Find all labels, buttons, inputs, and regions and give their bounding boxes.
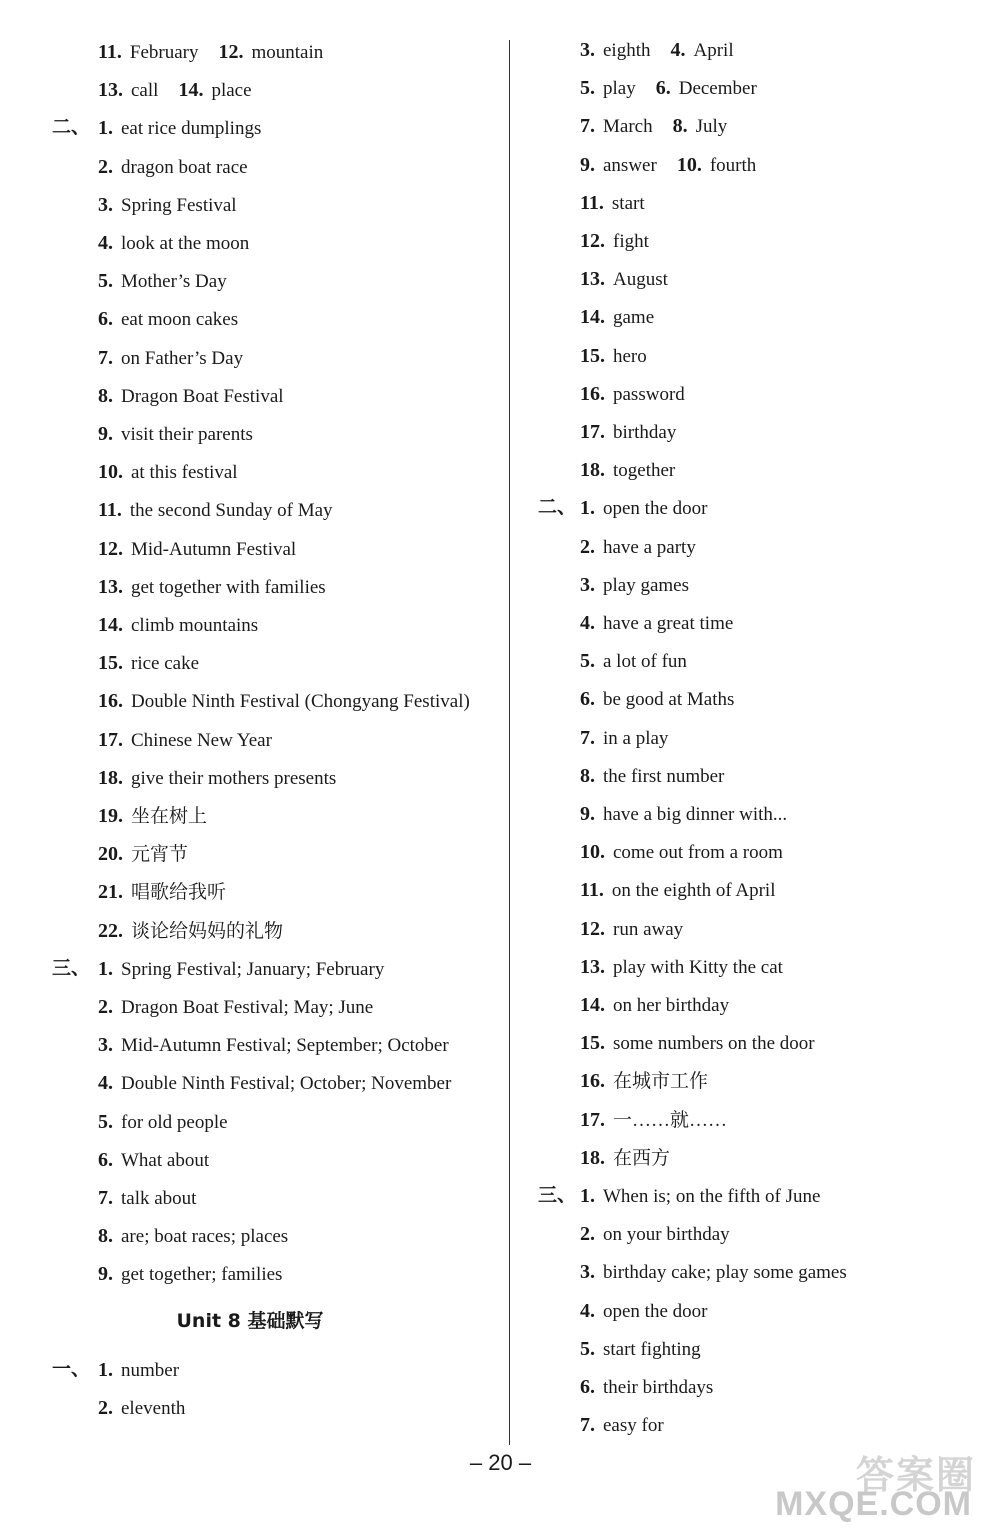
item-answer: Spring Festival; January; February: [121, 958, 385, 980]
answer-row: [98, 228, 249, 258]
answer-row: [580, 73, 757, 103]
answer-row: [98, 954, 384, 984]
item-number: 10.: [98, 461, 123, 484]
item-number: 6.: [98, 1148, 113, 1171]
answer-row: [580, 35, 734, 65]
answer-row: [98, 1183, 196, 1213]
item-answer: answer: [603, 154, 657, 176]
answer-row: [98, 648, 199, 678]
item-number: 11.: [580, 879, 604, 902]
item-number: 3.: [98, 1034, 113, 1057]
item-number: 14.: [178, 79, 204, 102]
answer-row: [98, 763, 336, 793]
item-answer: eat rice dumplings: [121, 118, 262, 140]
answer-row: [580, 1372, 713, 1402]
item-number: 12.: [218, 41, 244, 63]
item-answer: get together with families: [131, 576, 326, 598]
item-answer: August: [613, 269, 668, 291]
item-answer: come out from a room: [613, 842, 783, 864]
answer-row: [98, 1145, 209, 1175]
answer-row: [580, 608, 733, 638]
answer-row: [98, 725, 272, 755]
answer-row: [580, 532, 696, 562]
answer-row: [98, 877, 226, 907]
answer-row: [580, 1334, 701, 1364]
page-number: – 20 –: [469, 1450, 532, 1475]
answer-row: [580, 1410, 664, 1440]
answer-row: [580, 837, 783, 867]
answer-row: [580, 1066, 708, 1096]
item-answer: number: [121, 1360, 180, 1381]
section-marker: 二、: [538, 497, 577, 519]
answer-row: [580, 914, 683, 944]
answer-row: [98, 152, 248, 182]
answer-row: [98, 37, 323, 67]
item-number: 17.: [98, 728, 123, 751]
watermark-mark: 答案圈: [855, 1453, 976, 1497]
item-number: 6.: [98, 308, 113, 331]
item-answer: run away: [613, 918, 684, 940]
item-answer: What about: [121, 1149, 210, 1171]
item-answer: April: [693, 40, 734, 61]
item-number: 10.: [676, 153, 702, 176]
item-answer: fight: [613, 231, 649, 252]
item-number: 2.: [98, 996, 113, 1018]
answer-row: [580, 379, 685, 409]
item-number: 18.: [580, 1146, 605, 1169]
item-number: 4.: [580, 1299, 595, 1322]
watermark-logo: [775, 1442, 990, 1530]
item-number: 8.: [580, 764, 595, 787]
item-number: 4.: [580, 612, 595, 634]
item-answer: talk about: [121, 1188, 197, 1209]
answer-row: [580, 952, 783, 982]
item-answer: visit their parents: [121, 424, 253, 445]
item-number: 18.: [580, 459, 605, 482]
item-number: 19.: [98, 805, 123, 827]
item-answer: Spring Festival: [121, 194, 237, 216]
item-answer: easy for: [603, 1415, 664, 1437]
answer-row: [98, 992, 373, 1022]
item-number: 6.: [655, 77, 671, 100]
column-divider: [509, 40, 510, 1445]
item-number: 15.: [580, 344, 605, 367]
item-number: 16.: [98, 690, 123, 713]
item-number: 2.: [580, 535, 595, 558]
item-answer: for old people: [121, 1111, 228, 1133]
item-number: 20.: [98, 843, 123, 866]
answer-row: [98, 1221, 288, 1251]
item-number: 3.: [98, 193, 113, 216]
answer-row: [580, 1219, 730, 1249]
answer-row: [580, 875, 776, 905]
item-answer: look at the moon: [121, 233, 250, 254]
answer-row: [580, 1028, 815, 1058]
answer-row: [98, 75, 252, 105]
item-answer: 坐在树上: [131, 806, 208, 827]
item-number: 11.: [98, 41, 122, 63]
item-answer: Dragon Boat Festival; May; June: [121, 997, 374, 1018]
item-answer: play with Kitty the cat: [613, 956, 783, 978]
item-number: 10.: [580, 841, 605, 864]
item-number: 17.: [580, 1108, 605, 1131]
item-number: 7.: [580, 1414, 595, 1437]
item-number: 7.: [580, 726, 595, 749]
item-answer: birthday cake; play some games: [603, 1262, 847, 1284]
unit-heading: Unit 8 基础默写: [176, 1310, 324, 1332]
item-answer: 在西方: [613, 1147, 671, 1169]
item-number: 22.: [98, 919, 123, 942]
item-number: 5.: [98, 1110, 113, 1133]
item-answer: call: [131, 80, 159, 102]
answer-row: [98, 801, 207, 831]
item-answer: the first number: [603, 765, 725, 787]
item-answer: rice cake: [131, 653, 200, 675]
item-number: 4.: [670, 39, 686, 61]
item-answer: on your birthday: [603, 1224, 730, 1246]
item-number: 17.: [580, 421, 605, 443]
answer-row: [580, 264, 668, 294]
item-answer: game: [613, 307, 655, 329]
answer-row: [98, 1355, 179, 1385]
item-number: 11.: [98, 499, 122, 522]
item-number: 2.: [580, 1223, 595, 1246]
item-answer: password: [613, 383, 685, 405]
item-number: 5.: [98, 270, 113, 293]
answer-row: [580, 1181, 820, 1211]
item-answer: at this festival: [131, 462, 238, 484]
answer-row: [580, 493, 707, 523]
item-number: 8.: [98, 384, 113, 407]
item-number: 5.: [580, 650, 595, 673]
item-answer: a lot of fun: [603, 651, 687, 673]
item-answer: Mother’s Day: [121, 271, 227, 293]
answer-row: [98, 381, 284, 411]
item-number: 2.: [98, 155, 113, 178]
answer-row: [98, 457, 238, 487]
answer-row: [98, 572, 326, 602]
item-number: 7.: [580, 115, 595, 138]
answer-row: [580, 646, 687, 676]
answer-row: [98, 839, 188, 869]
item-answer: Double Ninth Festival (Chongyang Festival): [131, 691, 470, 713]
item-number: 8.: [98, 1225, 113, 1248]
item-answer: play games: [603, 574, 690, 596]
item-number: 12.: [98, 537, 123, 560]
item-number: 15.: [98, 652, 123, 675]
item-number: 11.: [580, 191, 604, 214]
answer-row: [580, 761, 724, 791]
item-number: 3.: [580, 1261, 595, 1284]
item-number: 1.: [98, 1359, 113, 1381]
section-marker: 三、: [538, 1185, 577, 1206]
item-answer: climb mountains: [131, 615, 259, 636]
answer-row: [580, 1105, 727, 1135]
answer-row: [98, 1030, 449, 1060]
item-answer: fourth: [709, 154, 757, 176]
item-answer: mountain: [251, 42, 324, 63]
item-answer: dragon boat race: [121, 156, 248, 178]
item-answer: on the eighth of April: [611, 880, 776, 902]
answer-row: [580, 723, 668, 753]
item-number: 5.: [580, 77, 595, 100]
item-number: 4.: [98, 232, 113, 254]
item-answer: birthday: [613, 422, 677, 443]
answer-row: [98, 304, 238, 334]
item-number: 1.: [580, 497, 595, 520]
item-answer: their birthdays: [603, 1377, 714, 1398]
item-answer: start fighting: [603, 1338, 701, 1360]
answer-row: [580, 1257, 847, 1287]
item-answer: open the door: [603, 498, 708, 520]
item-number: 6.: [580, 688, 595, 711]
item-answer: July: [695, 116, 728, 138]
answer-row: [98, 343, 243, 373]
item-number: 18.: [98, 766, 123, 789]
item-answer: have a party: [603, 536, 696, 558]
item-number: 13.: [98, 79, 123, 102]
item-number: 14.: [580, 994, 605, 1016]
item-number: 6.: [580, 1376, 595, 1398]
answer-row: [98, 190, 237, 220]
item-answer: some numbers on the door: [613, 1033, 815, 1055]
item-answer: be good at Maths: [603, 689, 735, 711]
item-number: 14.: [98, 614, 123, 636]
answer-row: [98, 419, 253, 449]
item-number: 7.: [98, 346, 113, 369]
item-answer: have a great time: [603, 613, 734, 634]
item-number: 12.: [580, 917, 605, 940]
item-answer: have a big dinner with...: [603, 804, 788, 825]
item-answer: eat moon cakes: [121, 309, 239, 331]
answer-row: [580, 455, 675, 485]
item-answer: in a play: [603, 727, 669, 749]
item-number: 7.: [98, 1187, 113, 1209]
item-number: 2.: [98, 1397, 113, 1419]
item-answer: on her birthday: [613, 995, 730, 1016]
answer-row: [98, 534, 296, 564]
item-number: 9.: [580, 803, 595, 825]
item-answer: February: [129, 42, 199, 63]
item-answer: get together; families: [121, 1264, 283, 1286]
item-answer: Chinese New Year: [131, 729, 272, 751]
answer-row: [580, 302, 654, 332]
item-answer: eleventh: [121, 1398, 186, 1419]
item-answer: place: [211, 80, 252, 102]
answer-row: [580, 226, 649, 256]
item-number: 9.: [98, 1263, 113, 1286]
item-answer: 谈论给妈妈的礼物: [131, 920, 284, 942]
item-number: 3.: [580, 573, 595, 596]
item-number: 21.: [98, 881, 123, 904]
item-answer: start: [611, 192, 645, 214]
item-answer: open the door: [603, 1300, 708, 1322]
item-number: 16.: [580, 382, 605, 405]
watermark-site: MXQE.COM: [775, 1485, 972, 1523]
item-answer: March: [603, 116, 653, 138]
answer-row: [580, 799, 787, 829]
answer-row: [98, 1068, 451, 1098]
item-number: 1.: [98, 957, 113, 980]
item-number: 4.: [98, 1072, 113, 1095]
item-answer: Dragon Boat Festival: [121, 385, 284, 407]
item-answer: play: [603, 78, 636, 100]
answer-row: [580, 570, 689, 600]
answer-row: [580, 1143, 670, 1173]
item-answer: 唱歌给我听: [131, 882, 227, 904]
item-answer: 元宵节: [131, 844, 189, 866]
answer-row: [580, 990, 729, 1020]
item-answer: Double Ninth Festival; October; November: [121, 1073, 452, 1095]
item-number: 16.: [580, 1070, 605, 1093]
item-number: 13.: [580, 268, 605, 291]
section-marker: 一、: [52, 1359, 91, 1380]
item-number: 14.: [580, 306, 605, 329]
item-number: 13.: [98, 575, 123, 598]
item-answer: are; boat races; places: [121, 1226, 289, 1248]
item-number: 5.: [580, 1337, 595, 1360]
answer-row: [98, 1259, 282, 1289]
item-number: 1.: [98, 117, 113, 140]
item-answer: hero: [613, 345, 647, 367]
item-answer: Mid-Autumn Festival; September; October: [121, 1035, 449, 1057]
item-answer: eighth: [603, 40, 651, 61]
answer-row: [580, 341, 647, 371]
item-number: 3.: [580, 39, 595, 61]
item-number: 13.: [580, 955, 605, 978]
answer-row: [98, 495, 333, 525]
answer-row: [98, 686, 470, 716]
answer-row: [98, 610, 258, 640]
item-answer: 一……就……: [613, 1109, 728, 1131]
answer-row: [98, 113, 261, 143]
item-number: 8.: [672, 115, 688, 138]
section-marker: 三、: [52, 957, 91, 979]
answer-row: [580, 684, 734, 714]
item-answer: together: [613, 460, 676, 482]
answer-row: [98, 1393, 185, 1423]
item-answer: When is; on the fifth of June: [603, 1186, 821, 1207]
answer-row: [98, 1107, 228, 1137]
answer-row: [580, 150, 756, 180]
answer-row: [580, 1296, 707, 1326]
item-number: 9.: [98, 423, 113, 445]
item-answer: December: [678, 78, 757, 100]
section-marker: 二、: [52, 117, 91, 139]
item-number: 12.: [580, 230, 605, 252]
item-answer: give their mothers presents: [131, 767, 337, 789]
item-answer: Mid-Autumn Festival: [131, 538, 297, 560]
item-answer: on Father’s Day: [121, 347, 244, 369]
answer-row: [580, 188, 645, 218]
item-number: 15.: [580, 1032, 605, 1055]
answer-row: [580, 417, 676, 447]
item-answer: the second Sunday of May: [129, 500, 333, 522]
item-number: 9.: [580, 153, 595, 176]
item-answer: 在城市工作: [613, 1071, 709, 1093]
item-number: 1.: [580, 1185, 595, 1207]
answer-row: [98, 266, 227, 296]
answer-row: [98, 916, 283, 946]
answer-row: [580, 111, 727, 141]
